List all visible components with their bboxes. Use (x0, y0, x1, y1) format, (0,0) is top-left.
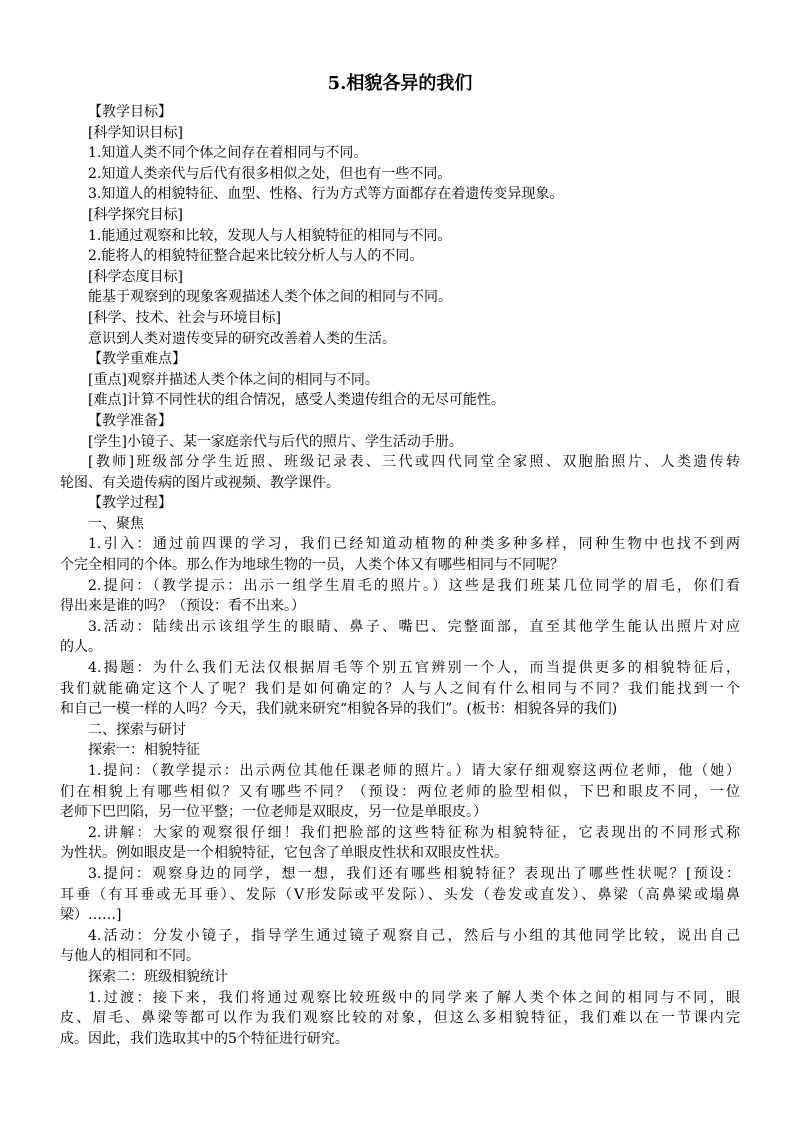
text-line: 3.活动：陆续出示该组学生的眼睛、鼻子、嘴巴、完整面部，直至其他学生能认出照片对应 (88, 618, 740, 635)
text-line: 1.过渡：接下来，我们将通过观察比较班级中的同学来了解人类个体之间的相同与不同，眼 (88, 989, 740, 1006)
text-line: 【教学目标】 (88, 104, 172, 120)
text-line: 3.知道人的相貌特征、血型、性格、行为方式等方面都存在着遗传变异现象。 (88, 186, 564, 203)
text-line: 意识到人类对遗传变异的研究改善着人类的生活。 (88, 330, 396, 347)
text-line: 轮图、有关遗传病的图片或视频、教学课件。 (60, 474, 340, 491)
text-line: [科学态度目标] (88, 268, 183, 285)
text-line: 老师下巴凹陷，另一位平整；一位老师是双眼皮，另一位是单眼皮。） (60, 804, 487, 821)
document-page (60, 72, 740, 1049)
text-line: 们在相貌上有哪些相似？又有哪些不同？（预设：两位老师的脸型相似，下巴和眼皮不同，一位 (60, 783, 740, 800)
text-line: 【教学过程】 (88, 495, 172, 512)
text-line: 【教学准备】 (88, 412, 172, 429)
document-title: 5.相貌各异的我们 (327, 73, 473, 94)
text-line: 一、聚焦 (88, 515, 144, 532)
text-line: 4.活动：分发小镜子，指导学生通过镜子观察自己，然后与小组的其他同学比较，说出自己 (88, 927, 740, 944)
text-line: [科学知识目标] (88, 124, 183, 141)
text-line: 二、探索与研讨 (88, 721, 186, 738)
text-line: 和自己一模一样的人吗？今天，我们就来研究“相貌各异的我们”。(板书：相貌各异的我们) (60, 701, 618, 718)
text-line: 个完全相同的个体。那么作为地球生物的一员，人类个体又有哪些相同与不同呢？ (60, 557, 564, 574)
text-line: 1.知道人类不同个体之间存在着相同与不同。 (88, 145, 368, 162)
text-line: 能基于观察到的现象客观描述人类个体之间的相同与不同。 (88, 289, 452, 306)
text-line: [重点]观察并描述人类个体之间的相同与不同。 (88, 371, 379, 388)
text-line: [学生]小镜子、某一家庭亲代与后代的照片、学生活动手册。 (88, 433, 463, 450)
text-line: 成。因此，我们选取其中的5个特征进行研究。 (60, 1030, 349, 1047)
text-line: [难点]计算不同性状的组合情况，感受人类遗传组合的无尽可能性。 (88, 392, 505, 409)
text-line: [科学、技术、社会与环境目标] (88, 309, 281, 326)
text-line: 探索一：相貌特征 (88, 742, 200, 759)
text-line: 1.提问：（教学提示：出示两位其他任课老师的照片。）请大家仔细观察这两位老师，他（她） (88, 763, 740, 779)
text-line: 探索二：班级相貌统计 (88, 968, 228, 985)
text-line: 4.揭题：为什么我们无法仅根据眉毛等个别五官辨别一个人，而当提供更多的相貌特征后， (88, 660, 740, 677)
text-line: 我们就能确定这个人了呢？我们是如何确定的？人与人之间有什么相同与不同？我们能找到一个 (60, 680, 740, 697)
text-line: 2.讲解：大家的观察很仔细！我们把脸部的这些特征称为相貌特征，它表现出的不同形式称 (88, 824, 740, 841)
text-line: 与他人的相同和不同。 (60, 948, 200, 965)
text-line: [教师]班级部分学生近照、班级记录表、三代或四代同堂全家照、双胞胎照片、人类遗传转 (88, 454, 740, 471)
text-line: 得出来是谁的吗？（预设：看不出来。） (60, 598, 305, 615)
text-line: 1.能通过观察和比较，发现人与人相貌特征的相同与不同。 (88, 227, 452, 244)
text-line: 梁）……] (60, 907, 122, 924)
text-line: 耳垂（有耳垂或无耳垂）、发际（V形发际或平发际）、头发（卷发或直发）、鼻梁（高鼻梁或塌鼻 (60, 886, 740, 903)
text-line: 1.引入：通过前四课的学习，我们已经知道动植物的种类多种多样，同种生物中也找不到两 (88, 536, 740, 553)
text-line: [科学探究目标] (88, 206, 183, 223)
text-line: 2.知道人类亲代与后代有很多相似之处，但也有一些不同。 (88, 165, 452, 182)
text-line: 【教学重难点】 (88, 351, 186, 368)
text-line: 皮、眉毛、鼻梁等都可以作为我们观察比较的对象，但这么多相貌特征，我们难以在一节课内完 (60, 1010, 740, 1027)
text-line: 的人。 (60, 639, 102, 656)
text-line: 3.提问：观察身边的同学，想一想，我们还有哪些相貌特征？表现出了哪些性状呢？[预设： (88, 865, 740, 882)
text-line: 2.提问：（教学提示：出示一组学生眉毛的照片。）这些是我们班某几位同学的眉毛，你们看 (88, 577, 740, 594)
document-body (60, 102, 740, 1049)
text-line: 2.能将人的相貌特征整合起来比较分析人与人的不同。 (88, 248, 424, 265)
text-line: 为性状。例如眼皮是一个相貌特征，它包含了单眼皮性状和双眼皮性状。 (60, 845, 508, 862)
